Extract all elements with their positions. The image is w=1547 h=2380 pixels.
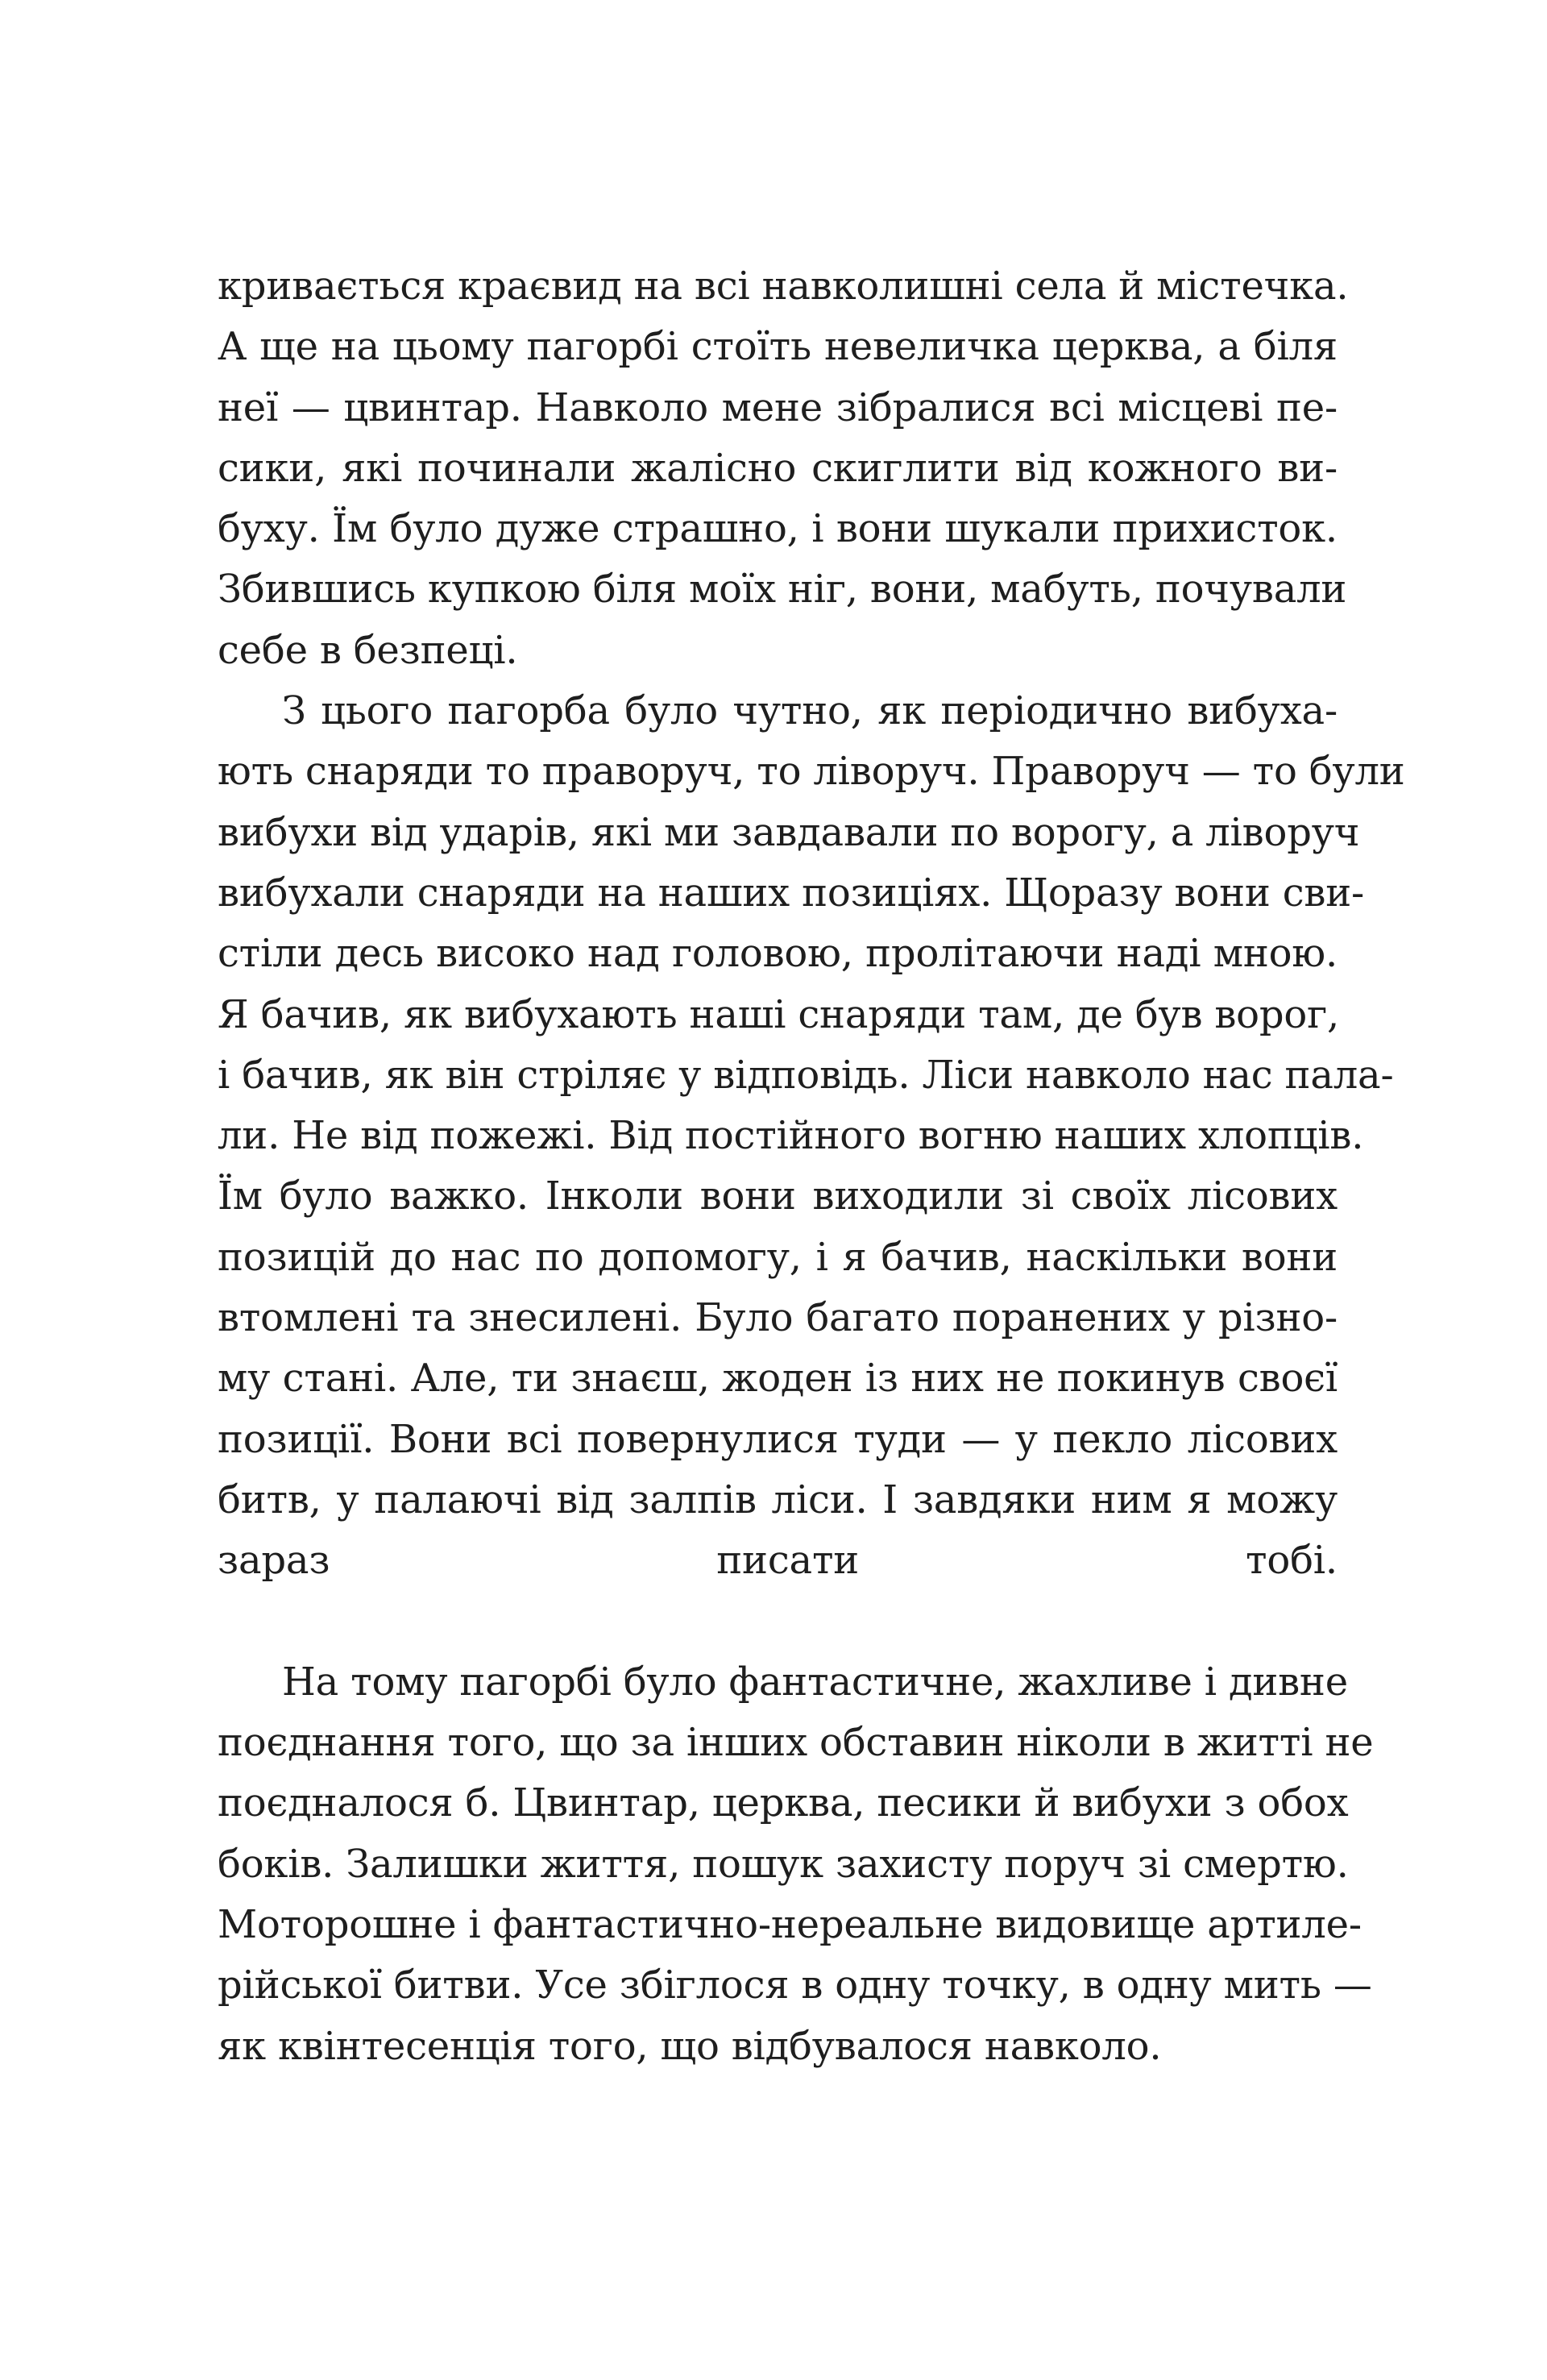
text-line: себе в безпеці. [218,627,518,673]
text-line [218,1592,1338,1652]
text-line: неї — цвинтар. Навколо мене зібралися всі місцеві пе- [218,384,1338,430]
text-line: зараз писати тобі. [218,1538,1338,1584]
text-line: Я бачив, як вибухають наші снаряди там, де був ворог, [218,991,1340,1037]
text-line: ли. Не від пожежі. Від постійного вогню наших хлопців. [218,1113,1364,1159]
text-line: позицій до нас по допомогу, і я бачив, наскільки вони [218,1234,1338,1280]
text-line: як квінтесенція того, що відбувалося навколо. [218,2023,1162,2069]
text-line: боків. Залишки життя, пошук захисту поруч зі смертю. [218,1841,1349,1887]
body-text [218,256,1405,2077]
text-line: битв, у палаючі від залпів ліси. І завдяки ним я можу [218,1477,1338,1522]
text-line: Моторошне і фантастично-нереальне видовище артиле- [218,1902,1362,1948]
text-line: втомлені та знесилені. Було багато поранених у різно- [218,1295,1338,1341]
text-line: Збившись купкою біля моїх ніг, вони, мабуть, почували [218,567,1347,613]
text-line: і бачив, як він стріляє у відповідь. Ліси навколо нас пала- [218,1052,1394,1098]
text-line: Їм було важко. Інколи вони виходили зі своїх лісових [218,1173,1338,1219]
paragraph-first-line: На тому пагорбі було фантастичне, жахливе і дивне [282,1659,1348,1705]
text-line: вибухали снаряди на наших позиціях. Щоразу вони сви- [218,870,1365,916]
text-line: вибухи від ударів, які ми завдавали по ворогу, а ліворуч [218,809,1360,855]
text-line: поєдналося б. Цвинтар, церква, песики й вибухи з обох [218,1780,1349,1826]
text-line: стіли десь високо над головою, пролітаючи наді мною. [218,931,1338,977]
text-line: поєднання того, що за інших обставин ніколи в житті не [218,1720,1374,1766]
text-line: А ще на цьому пагорбі стоїть невеличка церква, а біля [218,324,1338,370]
text-line: кривається краєвид на всі навколишні села й містечка. [218,264,1349,309]
text-line: сики, які починали жалісно скиглити від кожного ви- [218,445,1338,491]
text-line: рійської битви. Усе збіглося в одну точку, в одну мить — [218,1963,1372,2008]
text-line: ють снаряди то праворуч, то ліворуч. Праворуч — то були [218,749,1405,795]
text-line: позиції. Вони всі повернулися туди — у пекло лісових [218,1416,1338,1462]
paragraph-first-line: З цього пагорба було чутно, як періодично вибуха- [282,688,1338,734]
text-line: буху. Їм було дуже страшно, і вони шукали прихисток. [218,506,1338,552]
text-line: му стані. Але, ти знаєш, жоден із них не покинув своєї [218,1356,1338,1402]
